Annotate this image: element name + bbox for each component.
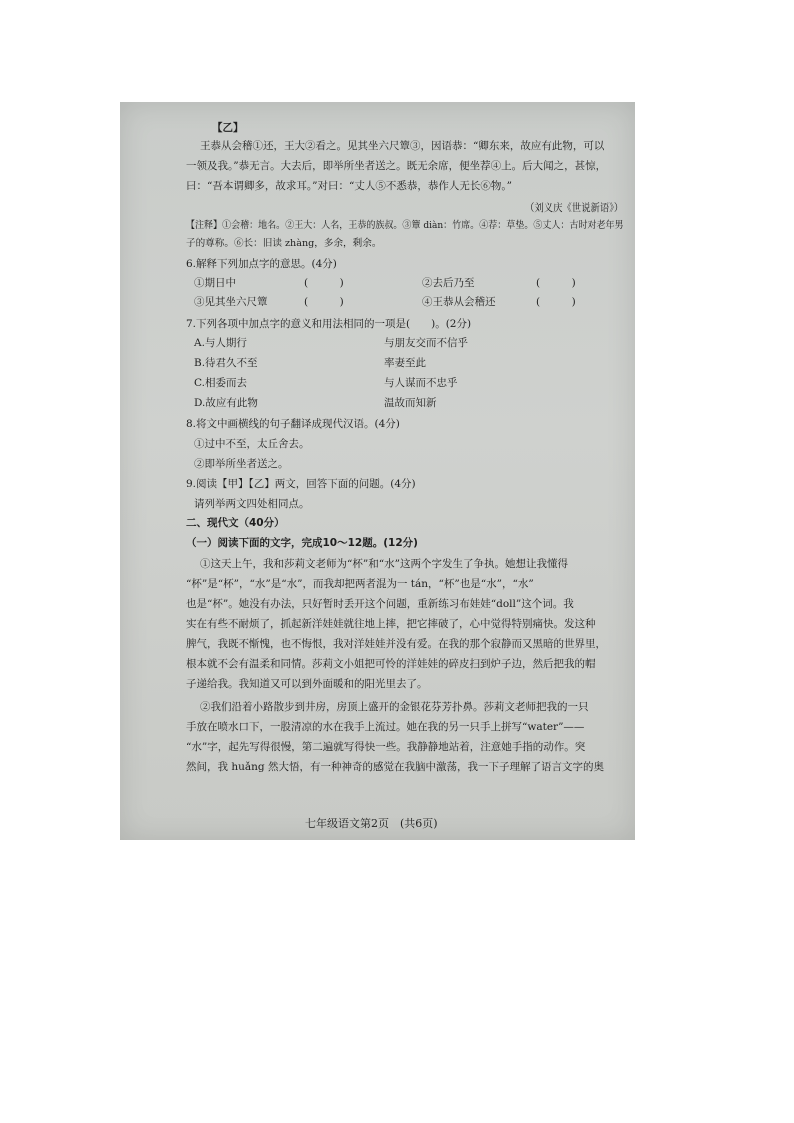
q6-stem: 6.解释下列加点字的意思。(4分) — [186, 258, 337, 270]
q9-stem: 9.阅读【甲】【乙】两文，回答下面的问题。(4分) — [186, 478, 416, 490]
para1-line-1: ①这天上午，我和莎莉文老师为“杯”和“水”这两个字发生了争执。她想让我懂得 — [200, 558, 568, 570]
para2-line-1: ②我们沿着小路散步到井房，房顶上盛开的金银花芬芳扑鼻。莎莉文老师把我的一只 — [200, 701, 589, 713]
q8-item-1: ①过中不至，太丘舍去。 — [194, 438, 310, 450]
yi-heading: 【乙】 — [212, 122, 244, 134]
q7-option-d-pair: 温故而知新 — [384, 397, 437, 409]
q8-stem: 8.将文中画横线的句子翻译成现代汉语。(4分) — [186, 418, 400, 430]
q6-item-1: ①期日中 — [194, 277, 236, 289]
q7-stem: 7.下列各项中加点字的意义和用法相同的一项是( )。(2分) — [186, 318, 472, 330]
yi-line-3: 曰：“吾本谓卿多，故求耳。”对曰：“丈人⑤不悉恭，恭作人无长⑥物。” — [186, 180, 512, 192]
part2-sub-heading: （一）阅读下面的文字，完成10～12题。(12分) — [186, 537, 418, 549]
q6-blank-4[interactable]: ( ) — [536, 296, 576, 308]
q8-item-2: ②即举所坐者送之。 — [194, 458, 289, 470]
q6-item-4: ④王恭从会稽还 — [422, 296, 496, 308]
q7-option-a-pair: 与朋友交而不信乎 — [384, 337, 468, 349]
yi-notes-1: 【注释】①会稽：地名。②王大：人名，王恭的族叔。③簟 diàn：竹席。④荐：草垫。⑤丈人：古时对老年男 — [186, 220, 624, 231]
q6-blank-3[interactable]: ( ) — [304, 296, 344, 308]
para2-line-3: “水”字，起先写得很慢，第二遍就写得快一些。我静静地站着，注意她手指的动作。突 — [186, 741, 586, 753]
q6-item-3: ③见其坐六尺簟 — [194, 296, 268, 308]
yi-notes-2: 子的尊称。⑥长：旧读 zhàng，多余，剩余。 — [186, 238, 382, 249]
yi-line-2: 一领及我。”恭无言。大去后，即举所坐者送之。既无余席，便坐荐④上。后大闻之，甚惊， — [186, 160, 607, 172]
q9-sub: 请列举两文四处相同点。 — [194, 498, 310, 510]
para1-line-5: 脾气，我既不惭愧，也不悔恨，我对洋娃娃并没有爱。在我的那个寂静而又黑暗的世界里， — [186, 638, 606, 650]
q7-option-c-pair: 与人谋而不忠乎 — [384, 377, 458, 389]
exam-page-photo — [120, 102, 635, 840]
yi-source: （刘义庆《世说新语》） — [525, 202, 624, 214]
para2-line-2: 手放在喷水口下，一股清凉的水在我手上流过。她在我的另一只手上拼写“water”—— — [186, 721, 585, 733]
page-footer: 七年级语文第2页 (共6页) — [305, 817, 438, 830]
q7-option-d[interactable]: D.故应有此物 — [194, 397, 258, 409]
q6-item-2: ②去后乃至 — [422, 277, 475, 289]
para2-line-4: 然间，我 huǎng 然大悟，有一种神奇的感觉在我脑中激荡，我一下子理解了语言文字的奥 — [186, 761, 604, 773]
para1-line-4: 实在有些不耐烦了，抓起新洋娃娃就往地上摔，把它摔破了，心中觉得特别痛快。发这种 — [186, 618, 596, 630]
q6-blank-2[interactable]: ( ) — [536, 277, 576, 289]
part2-heading: 二、现代文（40分） — [186, 517, 285, 529]
para1-line-6: 根本就不会有温柔和同情。莎莉文小姐把可怜的洋娃娃的碎皮扫到炉子边，然后把我的帽 — [186, 658, 596, 670]
q7-option-a[interactable]: A.与人期行 — [194, 337, 247, 349]
yi-line-1: 王恭从会稽①还，王大②看之。见其坐六尺簟③，因语恭：“卿东来，故应有此物，可以 — [200, 140, 605, 152]
q7-option-b-pair: 率妻至此 — [384, 357, 426, 369]
para1-line-2: “杯”是“杯”，“水”是“水”，而我却把两者混为一 tán，“杯”也是“水”，“水” — [186, 578, 534, 590]
exam-page — [120, 102, 635, 840]
para1-line-3: 也是“杯”。她没有办法，只好暂时丢开这个问题，重新练习布娃娃“doll”这个词。我 — [186, 598, 574, 610]
q6-blank-1[interactable]: ( ) — [304, 277, 344, 289]
para1-line-7: 子递给我。我知道又可以到外面暖和的阳光里去了。 — [186, 678, 428, 690]
q7-option-c[interactable]: C.相委而去 — [194, 377, 247, 389]
q7-option-b[interactable]: B.待君久不至 — [194, 357, 258, 369]
